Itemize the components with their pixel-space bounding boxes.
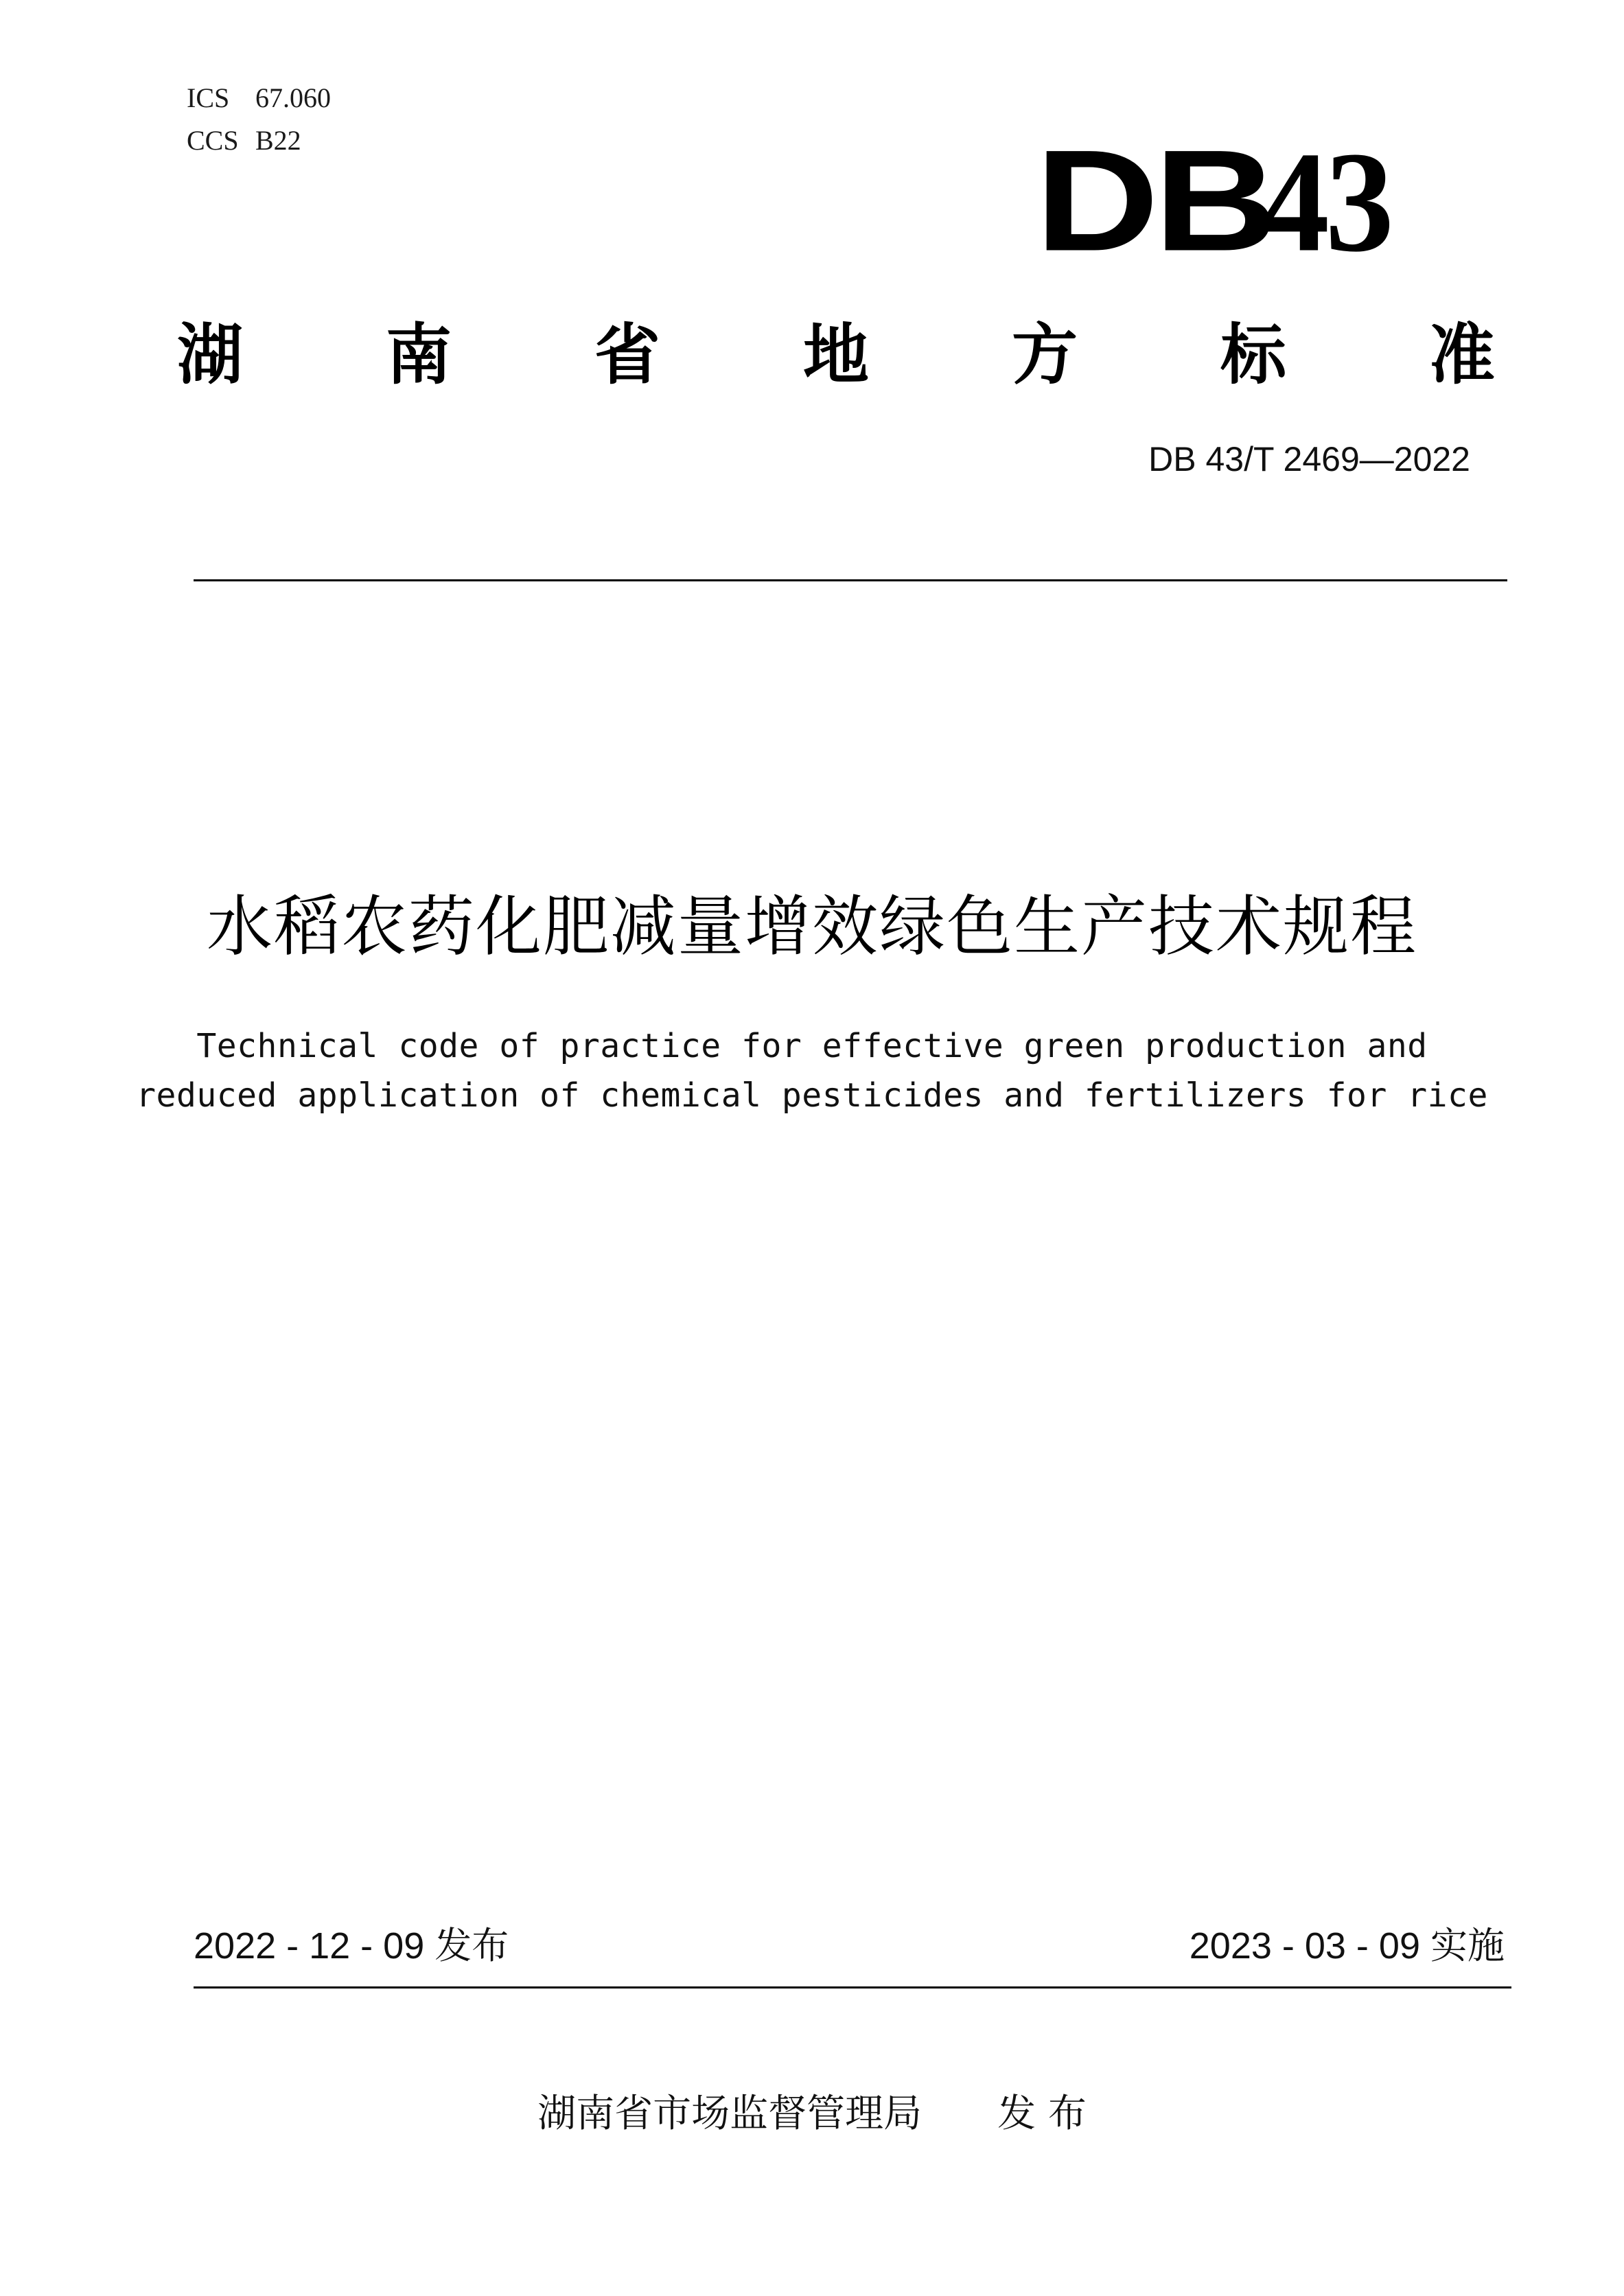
heading-char: 南: [386, 316, 452, 393]
classification-codes: [187, 77, 331, 162]
db-logo-number: 43: [1260, 122, 1390, 282]
heading-char: 准: [1429, 316, 1495, 393]
implement-date-value: 2023 - 03 - 09: [1189, 1925, 1420, 1967]
heading-char: 方: [1012, 316, 1078, 393]
publish-date-label: 发布: [434, 1924, 509, 1967]
heading-char: 省: [594, 316, 660, 393]
publish-date-value: 2022 - 12 - 09: [194, 1925, 425, 1967]
publish-date: [194, 1922, 509, 1970]
english-title: [0, 1021, 1624, 1120]
issuer-action: 发 布: [997, 2091, 1087, 2136]
ccs-code: [187, 119, 331, 162]
province-standard-heading: [177, 310, 1495, 399]
header-divider: [194, 579, 1507, 581]
db-logo: [1035, 120, 1392, 282]
issuer-name: 湖南省市场监督管理局: [537, 2091, 923, 2136]
implement-date: [1190, 1922, 1505, 1970]
ics-code: [187, 77, 331, 119]
ics-label: ICS: [187, 82, 230, 113]
english-title-line: Technical code of practice for effective green production and: [196, 1027, 1428, 1065]
footer-divider: [194, 1986, 1511, 1988]
heading-char: 地: [803, 316, 869, 393]
standard-number: DB 43/T 2469—2022: [1148, 440, 1470, 478]
implement-date-label: 实施: [1430, 1924, 1505, 1967]
ccs-label: CCS: [187, 125, 239, 156]
heading-char: 湖: [177, 316, 243, 393]
issuing-authority: [0, 2087, 1624, 2142]
english-title-line: reduced application of chemical pesticides and fertilizers for rice: [136, 1076, 1488, 1115]
heading-char: 标: [1220, 316, 1286, 393]
ccs-value: B22: [255, 125, 301, 156]
chinese-title: 水稻农药化肥减量增效绿色生产技术规程: [207, 888, 1417, 965]
db-logo-prefix: DB: [1035, 120, 1273, 281]
ics-value: 67.060: [255, 82, 331, 113]
